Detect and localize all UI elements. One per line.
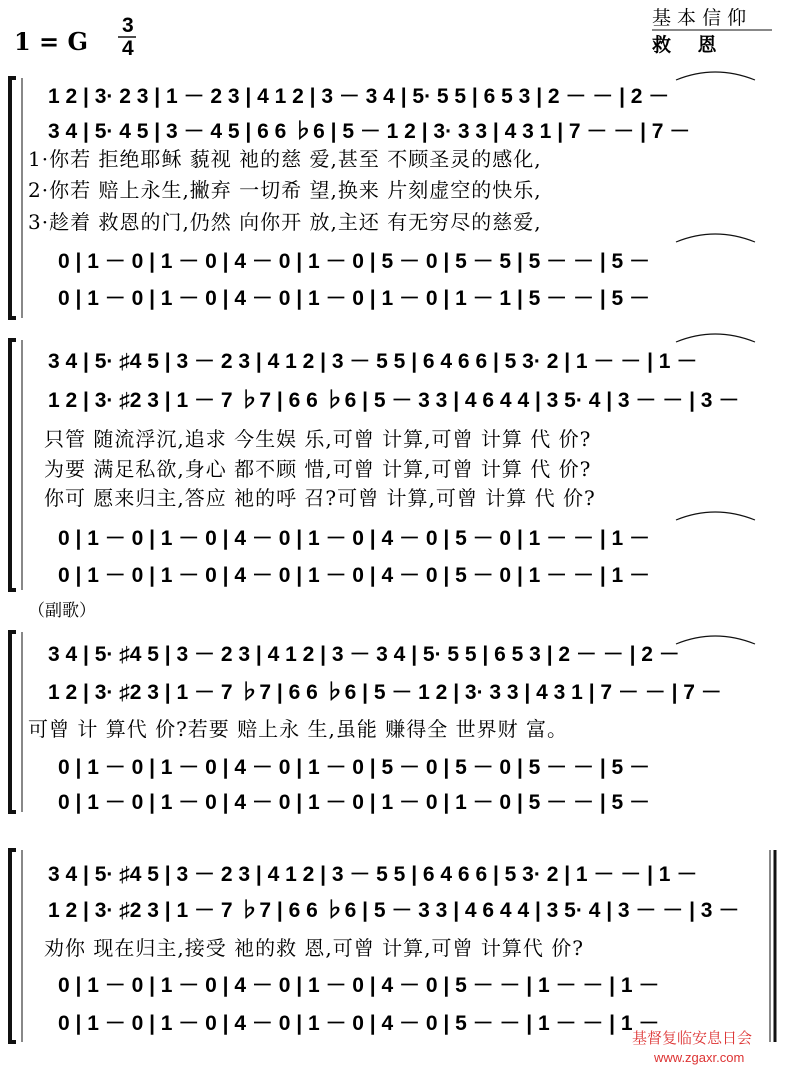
tenor-line: 0 | 1 － 0 | 1 － 0 | 4 － 0 | 1 － 0 | 4 － 0 | 5 － 0 | 1 － － | 1 － bbox=[58, 527, 651, 550]
system-1 bbox=[10, 72, 755, 318]
soprano-line: 3 4 | 5· ♯4 5 | 3 － 2 3 | 4 1 2 | 3 － 5 5 | 6 4 6 6 | 5 3· 2 | 1 － － | 1 － bbox=[48, 863, 698, 886]
bass-line: 0 | 1 － 0 | 1 － 0 | 4 － 0 | 1 － 0 | 1 － 0 | 1 － 1 | 5 － － | 5 － bbox=[58, 287, 651, 310]
lyric-verse-2: 2·你若 赔上永生,撇弃 一切希 望,换来 片刻虚空的快乐, bbox=[28, 178, 542, 202]
lyric-verse-1: 1·你若 拒绝耶稣 藐视 祂的慈 爱,甚至 不顾圣灵的感化, bbox=[28, 147, 542, 171]
system-3 bbox=[10, 632, 755, 814]
alto-line: 3 4 | 5· 4 5 | 3 － 4 5 | 6 6 ♭6 | 5 － 1 2 | 3· 3 3 | 4 3 1 | 7 － － | 7 － bbox=[48, 120, 691, 143]
lyric-verse-2: 为要 满足私欲,身心 都不顾 惜,可曾 计算,可曾 计算 代 价? bbox=[44, 457, 592, 481]
song-title: 救 恩 bbox=[652, 34, 717, 56]
tenor-line: 0 | 1 － 0 | 1 － 0 | 4 － 0 | 1 － 0 | 5 － 0 | 5 － 0 | 5 － － | 5 － bbox=[58, 756, 651, 779]
chorus-label: （副歌） bbox=[28, 601, 96, 621]
time-signature-bottom: 4 bbox=[122, 37, 134, 60]
watermark-url: www.zgaxr.com bbox=[654, 1050, 745, 1065]
system-4 bbox=[10, 850, 775, 1042]
alto-line: 1 2 | 3· ♯2 3 | 1 － 7 ♭7 | 6 6 ♭6 | 5 － 3 3 | 4 6 4 4 | 3 5· 4 | 3 － － | 3 － bbox=[48, 389, 740, 412]
soprano-line: 1 2 | 3· 2 3 | 1 － 2 3 | 4 1 2 | 3 － 3 4 | 5· 5 5 | 6 5 3 | 2 － － | 2 － bbox=[48, 85, 670, 108]
bass-line: 0 | 1 － 0 | 1 － 0 | 4 － 0 | 1 － 0 | 4 － 0 | 5 － 0 | 1 － － | 1 － bbox=[58, 564, 651, 587]
tenor-line: 0 | 1 － 0 | 1 － 0 | 4 － 0 | 1 － 0 | 4 － 0 | 5 － － | 1 － － | 1 － bbox=[58, 974, 660, 997]
tenor-line: 0 | 1 － 0 | 1 － 0 | 4 － 0 | 1 － 0 | 5 － 0 | 5 － 5 | 5 － － | 5 － bbox=[58, 250, 651, 273]
soprano-line: 3 4 | 5· ♯4 5 | 3 － 2 3 | 4 1 2 | 3 － 3 4 | 5· 5 5 | 6 5 3 | 2 － － | 2 － bbox=[48, 643, 680, 666]
lyric-verse-3: 你可 愿来归主,答应 祂的呼 召?可曾 计算,可曾 计算 代 价? bbox=[44, 486, 596, 510]
lyric-chorus: 劝你 现在归主,接受 祂的救 恩,可曾 计算,可曾 计算代 价? bbox=[44, 936, 584, 960]
bass-line: 0 | 1 － 0 | 1 － 0 | 4 － 0 | 1 － 0 | 1 － 0 | 1 － 0 | 5 － － | 5 － bbox=[58, 791, 651, 814]
watermark-text: 基督复临安息日会 bbox=[632, 1029, 753, 1047]
alto-line: 1 2 | 3· ♯2 3 | 1 － 7 ♭7 | 6 6 ♭6 | 5 － 1 2 | 3· 3 3 | 4 3 1 | 7 － － | 7 － bbox=[48, 681, 722, 704]
lyric-verse-3: 3·趁着 救恩的门,仍然 向你开 放,主还 有无穷尽的慈爱, bbox=[28, 210, 542, 234]
key-signature: 1 = G bbox=[14, 27, 89, 56]
bass-line: 0 | 1 － 0 | 1 － 0 | 4 － 0 | 1 － 0 | 4 － 0 | 5 － － | 1 － － | 1 － bbox=[58, 1012, 660, 1035]
time-signature-top: 3 bbox=[122, 14, 134, 37]
lyric-chorus: 可曾 计 算代 价?若要 赔上永 生,虽能 赚得全 世界财 富。 bbox=[28, 717, 568, 741]
song-category: 基 本 信 仰 bbox=[652, 7, 747, 29]
system-2 bbox=[10, 334, 755, 590]
soprano-line: 3 4 | 5· ♯4 5 | 3 － 2 3 | 4 1 2 | 3 － 5 5 | 6 4 6 6 | 5 3· 2 | 1 － － | 1 － bbox=[48, 350, 698, 373]
alto-line: 1 2 | 3· ♯2 3 | 1 － 7 ♭7 | 6 6 ♭6 | 5 － 3 3 | 4 6 4 4 | 3 5· 4 | 3 － － | 3 － bbox=[48, 899, 740, 922]
lyric-verse-1: 只管 随流浮沉,追求 今生娱 乐,可曾 计算,可曾 计算 代 价? bbox=[44, 427, 592, 451]
